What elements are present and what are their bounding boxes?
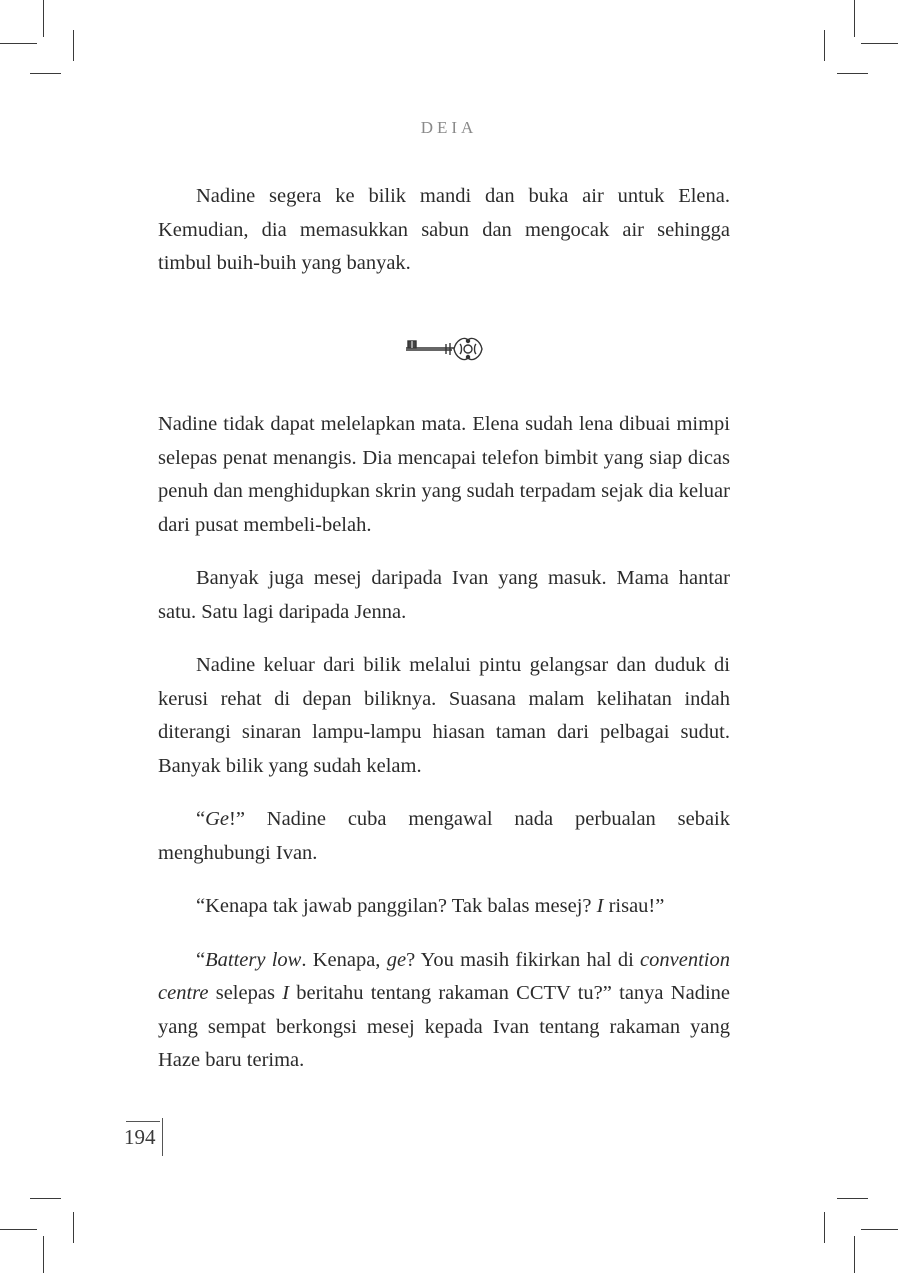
italic-run: Ge (205, 808, 230, 830)
page-number: 194 (124, 1125, 156, 1149)
crop-mark (43, 0, 44, 37)
running-head: DEIA (420, 118, 478, 137)
crop-mark (861, 43, 898, 44)
paragraph: Banyak juga mesej daripada Ivan yang masuk. Mama hantar satu. Satu lagi daripada Jenna. (158, 567, 730, 623)
paragraph: Nadine keluar dari bilik melalui pintu gelangsar dan duduk di kerusi rehat di depan biliknya. Suasana malam kelihatan indah diterangi sinaran lampu-lampu hiasan taman dari pelbagai sudut. Banyak bilik yang sudah kelam. (158, 654, 730, 777)
crop-mark (837, 1198, 868, 1199)
crop-mark (30, 1198, 61, 1199)
section-two (158, 408, 730, 1078)
crop-mark (0, 43, 37, 44)
section-one (158, 180, 730, 281)
paragraph: Nadine segera ke bilik mandi dan buka air untuk Elena. Kemudian, dia memasukkan sabun dan mengocak air sehingga timbul buih-buih yang banyak. (158, 185, 730, 274)
page-number-folio (122, 1118, 170, 1158)
text-run: ? You masih fikirkan hal di (406, 948, 641, 971)
folio-rule (162, 1118, 163, 1156)
crop-mark (73, 1212, 74, 1243)
paragraph (158, 803, 730, 870)
italic-run: ge (386, 948, 407, 971)
crop-mark (824, 30, 825, 61)
folio-rule (126, 1121, 160, 1122)
crop-mark (30, 73, 61, 74)
crop-mark (0, 1229, 37, 1230)
crop-mark (824, 1212, 825, 1243)
text-run: “Kenapa tak jawab panggilan? Tak balas mesej? (196, 895, 597, 917)
crop-mark (43, 1236, 44, 1273)
key-ornament-icon (402, 332, 486, 364)
text-run: !” Nadine cuba mengawal nada perbualan sebaik menghubungi Ivan. (158, 808, 730, 864)
text-run: “ (196, 948, 206, 971)
text-run: risau!” (603, 895, 665, 917)
text-run: “ (196, 808, 206, 830)
crop-mark (861, 1229, 898, 1230)
paragraph (158, 890, 730, 924)
text-run: . Kenapa, (301, 948, 387, 971)
crop-mark (837, 73, 868, 74)
crop-mark (854, 0, 855, 37)
italic-run: Battery low (205, 948, 302, 971)
italic-run: I (282, 982, 290, 1004)
text-run: beritahu tentang rakaman CCTV tu?” tanya Nadine yang sempat berkongsi mesej kepada Ivan tentang rakaman yang Haze baru terima. (158, 982, 730, 1071)
paragraph: Nadine tidak dapat melelapkan mata. Elena sudah lena dibuai mimpi selepas penat menangis. Dia mencapai telefon bimbit yang siap dicas penuh dan menghidupkan skrin yang sudah terpadam sejak dia keluar dari pusat membeli-belah. (158, 413, 730, 536)
text-run: selepas (208, 982, 283, 1004)
paragraph (158, 944, 730, 1078)
italic-run: I (596, 895, 604, 917)
italic-run: convention centre (158, 948, 730, 1004)
crop-mark (854, 1236, 855, 1273)
crop-mark (73, 30, 74, 61)
